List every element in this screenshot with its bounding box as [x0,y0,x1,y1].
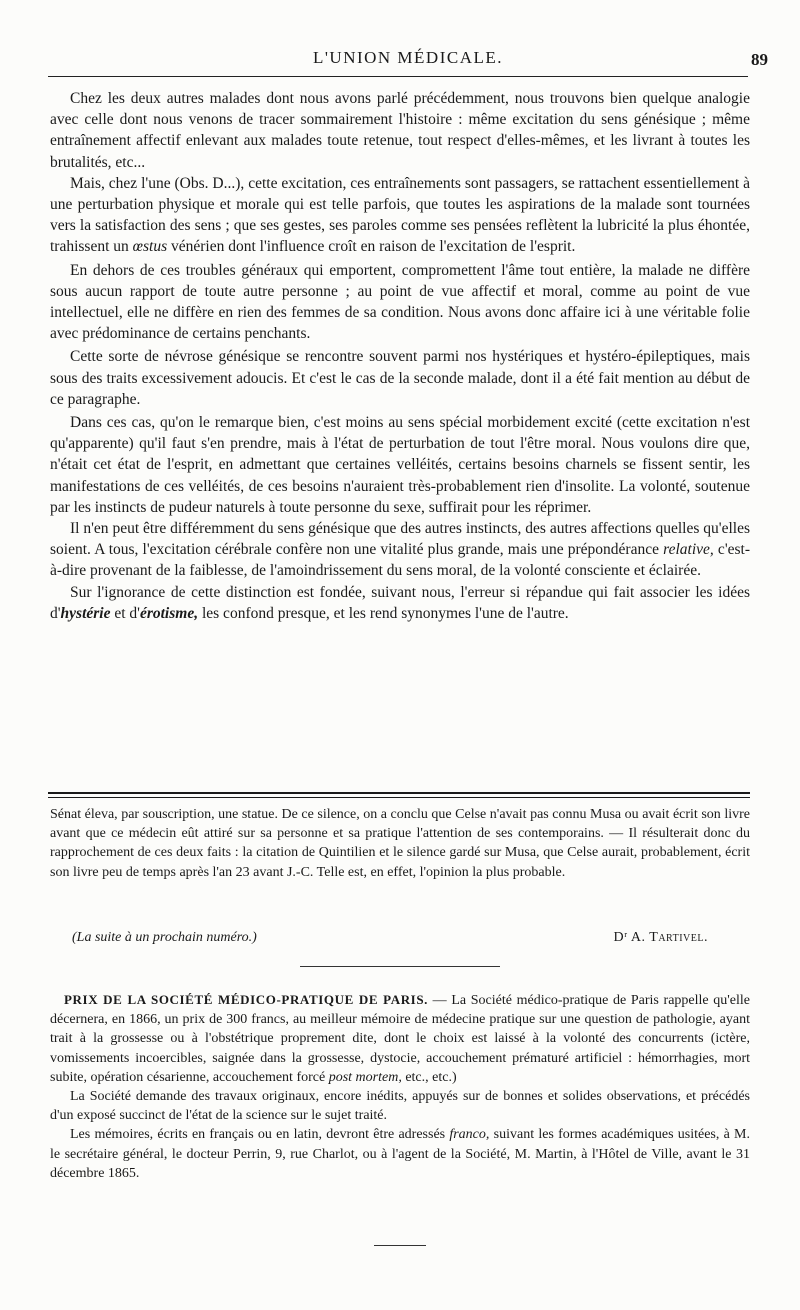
paragraph: Il n'en peut être différemment du sens génésique que des autres instincts, des autres affections quelles qu'elles soient. A tous, l'excitation cérébrale confère non une vitalité plus grande, mais une prépondérance relative, c'est-à-dire provenant de la faiblesse, de l'amoindrissement du sens moral, de la volonté consciente et éclairée. [50,520,750,580]
author-signature: Dʳ A. Tartivel. [613,930,708,945]
continued-notice: (La suite à un prochain numéro.) [72,930,257,945]
end-rule [374,1245,426,1246]
header-rule [48,76,748,77]
paragraph: Les mémoires, écrits en français ou en latin, devront être adressés franco, suivant les formes académiques usitées, à M. le secrétaire général, le docteur Perrin, 9, rue Charlot, ou à l'agent de la Société, M. Martin, à l'Hôtel de Ville, avant le 31 décembre 1865. [50,1127,750,1181]
short-divider [300,966,500,967]
paragraph: Sur l'ignorance de cette distinction est fondée, suivant nous, l'erreur si répandue qui fait associer les idées d'hystérie et d'érotisme, les confond presque, et les rend synonymes l'une de l'autre. [50,583,750,622]
feuilleton-continuation [50,805,750,882]
paragraph: La Société demande des travaux originaux, encore inédits, appuyés sur de bonnes et solides observations, et précédés d'un exposé succinct de l'état de la science sur le sujet traité. [50,1089,750,1124]
running-title: L'UNION MÉDICALE. [312,48,504,67]
paragraph: Sénat éleva, par souscription, une statue. De ce silence, on a conclu que Celse n'avait pas connu Musa ou avait écrit son livre avant que ce médecin eût attiré sur sa personne et sa pratique l'attention de ses contemporains. — Il résulterait donc du rapprochement de ces deux faits : la citation de Quintilien et le silence gardé sur Musa, que Celse aurait, probablement, écrit son livre peu de temps après l'an 23 avant J.-C. Telle est, en effet, l'opinion la plus probable. [50,807,750,880]
section-divider [48,792,750,798]
news-heading: PRIX DE LA SOCIÉTÉ MÉDICO-PRATIQUE DE PARIS. [64,992,429,1007]
paragraph: Mais, chez l'une (Obs. D...), cette excitation, ces entraînements sont passagers, se rattachent essentiellement à une perturbation physique et morale qui est telle parfois, que toutes les aspirations de la malade sont tournées vers la satisfaction des sens ; que ses gestes, ses paroles comme ses pensées reflètent la lubricité la plus éhontée, trahissent un œstus vénérien dont l'influence croît en raison de l'excitation de l'esprit. [50,174,750,256]
page-number: 89 [751,50,768,69]
paragraph: Cette sorte de névrose génésique se rencontre souvent parmi nos hystériques et hystéro-épileptiques, mais sous des traits excessivement adoucis. Et c'est le cas de la seconde malade, dont il a été fait mention au début de ce paragraphe. [50,348,750,408]
signature-line [72,930,708,950]
news-item [50,990,750,1183]
paragraph: Chez les deux autres malades dont nous avons parlé précédemment, nous trouvons bien quelque analogie avec celle dont nous venons de tracer sommairement l'histoire : même excitation du sens génésique ; même entraînement affectif enlevant aux malades toute retenue, tout respect d'elles-mêmes, et les livrant à toutes les brutalités, etc... [50,90,750,171]
paragraph: Dans ces cas, qu'on le remarque bien, c'est moins au sens spécial morbidement excité (cette excitation n'est qu'apparente) qu'il faut s'en prendre, mais à l'état de perturbation de tout l'être moral. Nous voulons dire que, n'était cet état de l'esprit, en admettant que certaines velléités, certains besoins charnels se fissent sentir, les manifestations de ces velléités, de ces besoins n'auraient très-probablement rien d'insolite. La volonté, soutenue par les instincts de pudeur naturels à toute personne du sexe, suffirait pour les réprimer. [50,414,750,516]
paragraph: PRIX DE LA SOCIÉTÉ MÉDICO-PRATIQUE DE PARIS. — La Société médico-pratique de Paris rappelle qu'elle décernera, en 1866, un prix de 300 francs, au meilleur mémoire de médecine pratique sur une question de pathologie, ayant trait à la grossesse ou à l'obstétrique proprement dite, dont le choix est laissé à la volonté des concurrents (ictère, vomissements incoercibles, saignée dans la grossesse, dystocie, accouchement prématuré artificiel : hémorrhagies, mort subite, opération césarienne, accouchement forcé post mortem, etc., etc.) [50,992,750,1085]
main-article-body [50,88,750,624]
paragraph: En dehors de ces troubles généraux qui emportent, compromettent l'âme tout entière, la malade ne diffère sous aucun rapport de toute autre personne ; au point de vue affectif et moral, comme au point de vue intellectuel, elle ne diffère en rien des femmes de sa condition. Nous avons donc affaire ici à une véritable folie avec prédominance de certains penchants. [50,261,750,343]
page-header [48,44,768,74]
